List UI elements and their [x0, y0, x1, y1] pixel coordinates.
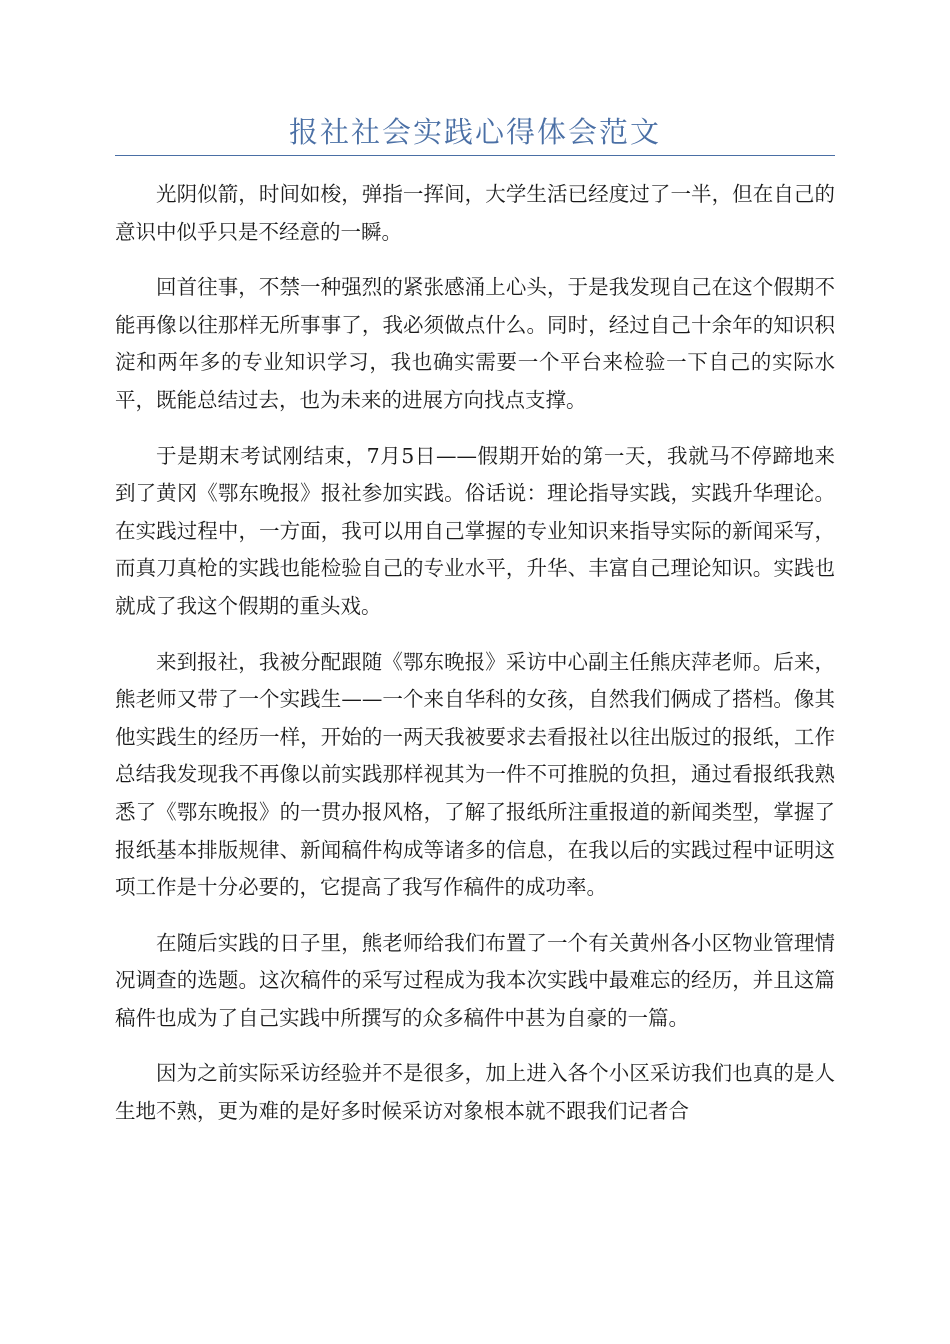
paragraph: 于是期末考试刚结束，7月5日——假期开始的第一天，我就马不停蹄地来到了黄冈《鄂东晚报》报社参加实践。俗话说：理论指导实践，实践升华理论。在实践过程中，一方面，我可以用自己掌握的专业知识来指导实际的新闻采写，而真刀真枪的实践也能检验自己的专业水平，升华、丰富自己理论知识。实践也就成了我这个假期的重头戏。 — [115, 443, 835, 618]
document-title: 报社社会实践心得体会范文 — [288, 115, 661, 149]
paragraph: 因为之前实际采访经验并不是很多，加上进入各个小区采访我们也真的是人生地不熟，更为难的是好多时候采访对象根本就不跟我们记者合 — [115, 1061, 835, 1124]
title-underline — [115, 155, 835, 156]
paragraph: 光阴似箭，时间如梭，弹指一挥间，大学生活已经度过了一半，但在自己的意识中似乎只是不经意的一瞬。 — [115, 182, 835, 244]
document-body — [115, 176, 835, 1131]
paragraph: 在随后实践的日子里，熊老师给我们布置了一个有关黄州各小区物业管理情况调查的选题。这次稿件的采写过程成为我本次实践中最难忘的经历，并且这篇稿件也成为了自己实践中所撰写的众多稿件中甚为自豪的一篇。 — [115, 930, 835, 1030]
paragraph: 来到报社，我被分配跟随《鄂东晚报》采访中心副主任熊庆萍老师。后来，熊老师又带了一个实践生——一个来自华科的女孩，自然我们俩成了搭档。像其他实践生的经历一样，开始的一两天我被要求去看报社以往出版过的报纸，工作总结我发现我不再像以前实践那样视其为一件不可推脱的负担，通过看报纸我熟悉了《鄂东晚报》的一贯办报风格，了解了报纸所注重报道的新闻类型，掌握了报纸基本排版规律、新闻稿件构成等诸多的信息，在我以后的实践过程中证明这项工作是十分必要的，它提高了我写作稿件的成功率。 — [115, 649, 835, 900]
paragraph: 回首往事，不禁一种强烈的紧张感涌上心头，于是我发现自己在这个假期不能再像以往那样无所事事了，我必须做点什么。同时，经过自己十余年的知识积淀和两年多的专业知识学习，我也确实需要一个平台来检验一下自己的实际水平，既能总结过去，也为未来的进展方向找点支撑。 — [115, 275, 835, 412]
